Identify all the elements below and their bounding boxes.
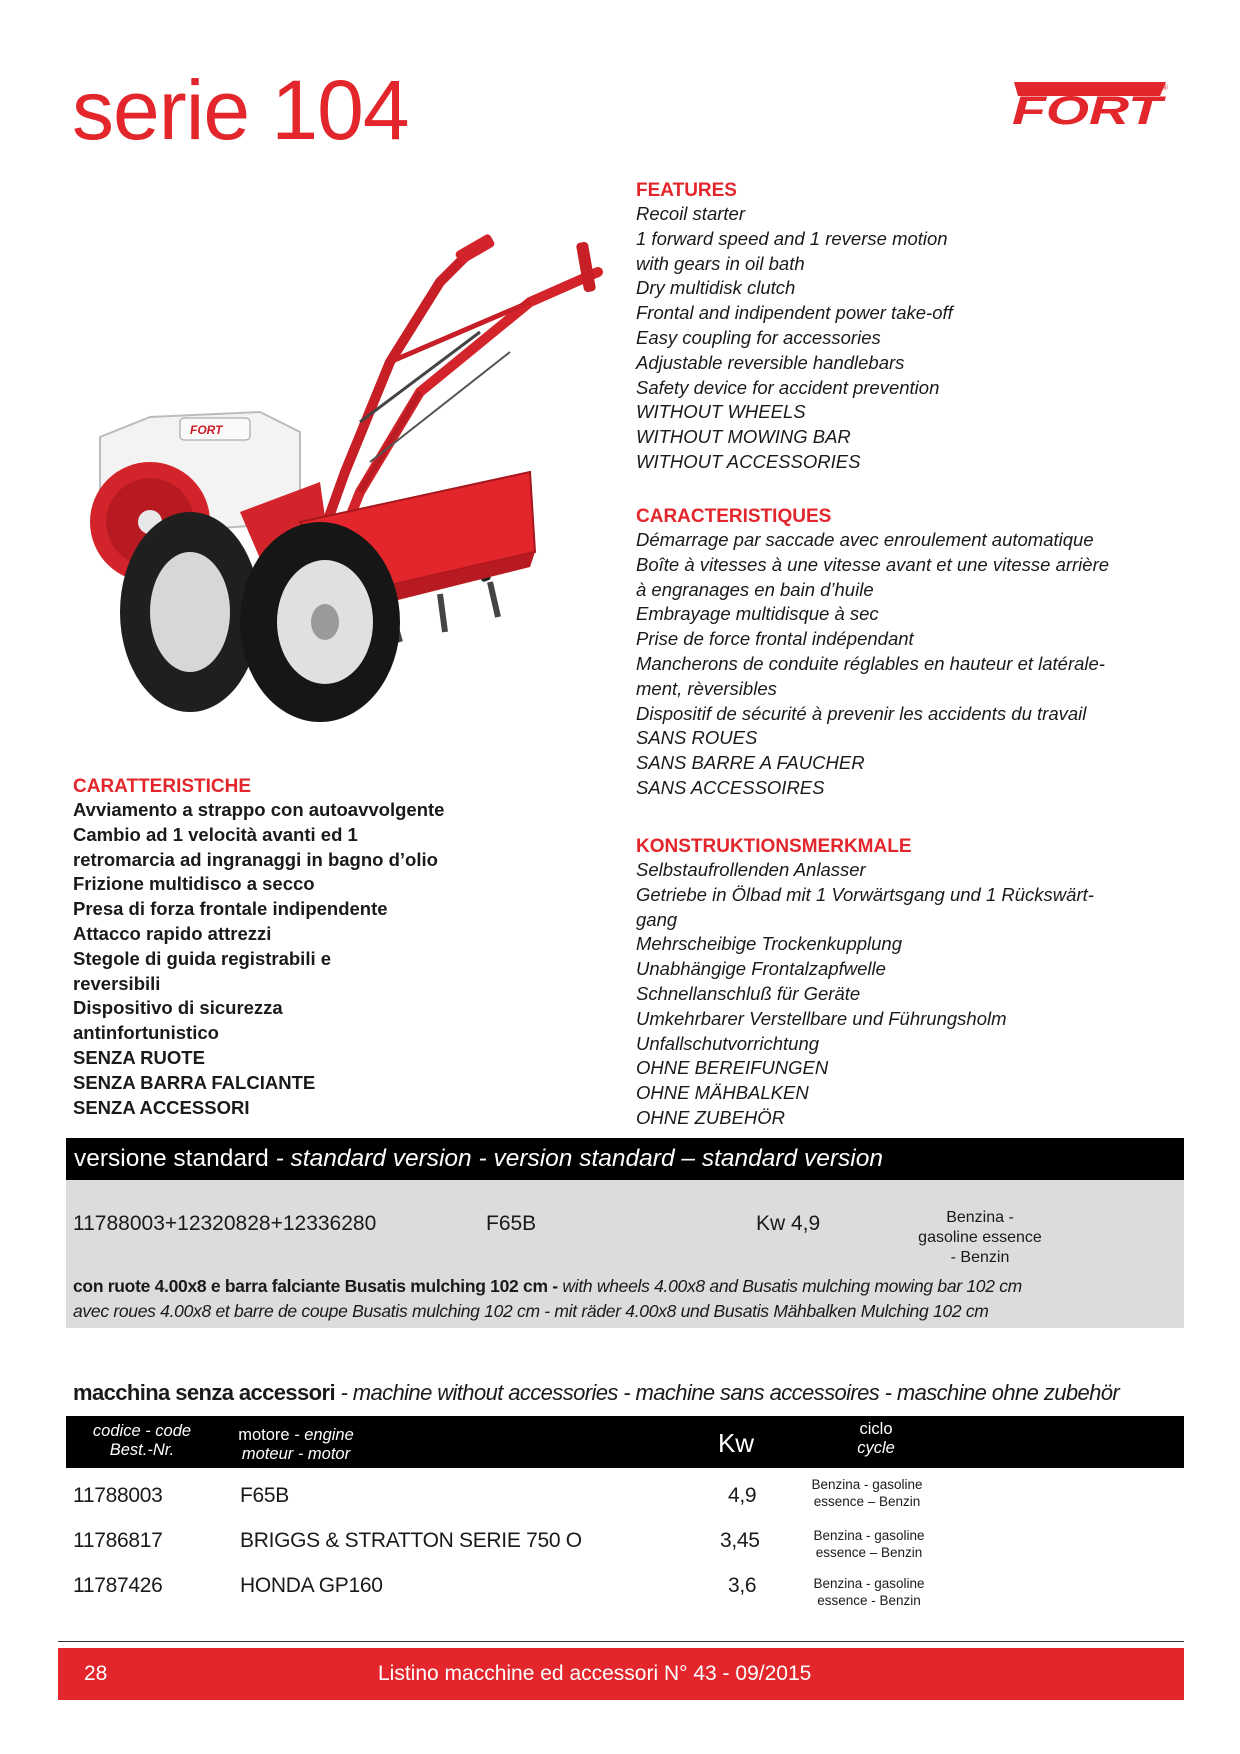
svg-text:®: ® <box>1162 83 1168 92</box>
table-row-fuel-line: essence – Benzin <box>815 1545 923 1560</box>
list-item: SANS BARRE A FAUCHER <box>636 752 865 774</box>
list-item: Mehrscheibige Trockenkupplung <box>636 933 903 955</box>
col-cycle-label: ciclo <box>859 1420 893 1438</box>
list-item: Mancherons de conduite réglables en hauteur et latérale- <box>636 652 1105 674</box>
col-engine-label: moteur - motor <box>241 1445 351 1463</box>
list-item: Démarrage par saccade avec enroulement automatique <box>636 529 1094 550</box>
list-item: Embrayage multidisque à sec <box>636 603 879 625</box>
standard-version-label: versione standard <box>74 1145 276 1172</box>
list-item: Dry multidisk clutch <box>636 277 796 299</box>
caratteristiche-heading: CARATTERISTICHE <box>73 776 252 797</box>
standard-note-italic: with wheels 4.00x8 and Busatis mulching mowing bar 102 cm <box>562 1276 1022 1296</box>
list-item: SENZA RUOTE <box>73 1046 205 1068</box>
list-item: Getriebe in Ölbad mit 1 Vorwärtsgang und 1 Rückswärt- <box>636 883 1094 905</box>
table-row-engine: F65B <box>240 1484 289 1507</box>
fort-logo <box>1004 78 1170 130</box>
table-row-fuel-line: Benzina - gasoline <box>813 1576 925 1591</box>
table-row-fuel-line: Benzina - gasoline <box>813 1528 925 1543</box>
standard-note <box>73 1274 1022 1324</box>
machine-heading-bold: macchina senza accessori <box>73 1380 335 1405</box>
svg-text:FORT: FORT <box>1012 89 1167 130</box>
list-item: WITHOUT MOWING BAR <box>636 426 851 448</box>
table-row-kw: 3,6 <box>728 1574 757 1597</box>
list-item: Unfallschutvorrichtung <box>636 1032 820 1054</box>
list-item: Attacco rapido attrezzi <box>73 922 272 944</box>
col-engine-label: - engine <box>289 1426 354 1444</box>
table-row-fuel-line: Benzina - gasoline <box>811 1477 923 1492</box>
standard-engine: F65B <box>486 1212 537 1235</box>
table-row-code: 11786817 <box>73 1529 163 1552</box>
table-row-kw: 4,9 <box>728 1484 757 1507</box>
list-item: antinfortunistico <box>73 1022 219 1044</box>
caracteristiques-heading: CARACTERISTIQUES <box>636 506 832 527</box>
features-section <box>636 180 1216 475</box>
list-item: ment, rèversibles <box>636 677 777 699</box>
table-row-engine: BRIGGS & STRATTON SERIE 750 O <box>240 1529 582 1552</box>
list-item: Selbstaufrollenden Anlasser <box>636 859 866 880</box>
list-item: Cambio ad 1 velocità avanti ed 1 <box>73 823 358 845</box>
list-item: Presa di forza frontale indipendente <box>73 898 388 920</box>
caracteristiques-list <box>636 528 1216 801</box>
footer-bar <box>58 1648 1184 1700</box>
col-code-label: codice - code <box>92 1422 192 1440</box>
list-item: gang <box>636 908 678 930</box>
list-item: Dispositivo di sicurezza <box>73 997 283 1019</box>
table-row-fuel-line: essence - Benzin <box>817 1593 921 1608</box>
list-item: Prise de force frontal indépendant <box>636 628 914 650</box>
list-item: Stegole di guida registrabili e <box>73 947 332 969</box>
table-row-code: 11787426 <box>73 1574 163 1597</box>
list-item: Umkehrbarer Verstellbare und Führungsholm <box>636 1007 1007 1029</box>
machine-heading-italic: - machine without accessories - machine sans accessoires - maschine ohne zubehör <box>335 1380 1120 1405</box>
page-number: 28 <box>84 1662 108 1685</box>
page-title: serie 104 <box>72 63 409 157</box>
list-item: OHNE BEREIFUNGEN <box>636 1057 829 1079</box>
list-item: Easy coupling for accessories <box>636 326 881 348</box>
table-row-engine: HONDA GP160 <box>240 1574 383 1597</box>
list-item: Avviamento a strappo con autoavvolgente <box>73 799 445 820</box>
table-row-fuel <box>794 1575 944 1609</box>
list-item: SANS ROUES <box>636 727 758 749</box>
list-item: WITHOUT WHEELS <box>636 401 806 423</box>
col-code-label: Best.-Nr. <box>109 1441 175 1459</box>
list-item: reversibili <box>73 972 161 994</box>
list-item: Safety device for accident prevention <box>636 376 940 398</box>
list-item: SANS ACCESSOIRES <box>636 776 825 798</box>
list-item: SENZA BARRA FALCIANTE <box>73 1071 316 1093</box>
col-code-header <box>82 1422 202 1460</box>
table-row-kw: 3,45 <box>720 1529 760 1552</box>
standard-note-italic: avec roues 4.00x8 et barre de coupe Busatis mulching 102 cm - mit räder 4.00x8 und Busatis Mähbalken Mulching 102 cm <box>73 1301 989 1321</box>
list-item: retromarcia ad ingranaggi in bagno d’olio <box>73 848 438 870</box>
konstruktionsmerkmale-heading: KONSTRUKTIONSMERKMALE <box>636 836 912 857</box>
list-item: Dispositif de sécurité à prevenir les accidents du travail <box>636 702 1087 724</box>
list-item: Recoil starter <box>636 203 745 224</box>
list-item: OHNE MÄHBALKEN <box>636 1082 809 1104</box>
list-item: 1 forward speed and 1 reverse motion <box>636 227 948 249</box>
standard-fuel-line: Benzina - <box>946 1209 1014 1226</box>
table-row-fuel <box>792 1476 942 1510</box>
standard-kw: Kw 4,9 <box>756 1212 821 1235</box>
svg-text:FORT: FORT <box>190 423 223 437</box>
standard-version-bar <box>66 1138 1184 1180</box>
list-item: Frizione multidisco a secco <box>73 873 315 895</box>
konstruktionsmerkmale-list <box>636 858 1216 1131</box>
list-item: WITHOUT ACCESSORIES <box>636 450 861 472</box>
table-row-fuel-line: essence – Benzin <box>813 1494 921 1509</box>
caracteristiques-section <box>636 506 1216 801</box>
konstruktionsmerkmale-section <box>636 836 1216 1131</box>
standard-code: 11788003+12320828+12336280 <box>73 1212 377 1235</box>
tiller-photo <box>60 222 620 727</box>
standard-fuel-line: - Benzin <box>950 1249 1010 1266</box>
col-engine-label: motore <box>238 1426 290 1444</box>
list-item: à engranages en bain d’huile <box>636 578 874 600</box>
list-item: Unabhängige Frontalzapfwelle <box>636 958 886 980</box>
table-header <box>66 1416 1184 1468</box>
table-row-fuel <box>794 1527 944 1561</box>
machine-heading <box>73 1380 1119 1406</box>
caratteristiche-section <box>73 776 593 1120</box>
footer-title: Listino macchine ed accessori N° 43 - 09/2015 <box>378 1662 812 1685</box>
features-heading: FEATURES <box>636 180 737 201</box>
footer-divider <box>58 1641 1184 1642</box>
col-kw-header: Kw <box>717 1428 755 1458</box>
standard-fuel-line: gasoline essence <box>918 1229 1042 1246</box>
col-cycle-header <box>836 1420 916 1458</box>
list-item: Schnellanschluß für Geräte <box>636 982 861 1004</box>
list-item: Adjustable reversible handlebars <box>636 351 905 373</box>
list-item: OHNE ZUBEHÖR <box>636 1106 786 1128</box>
caratteristiche-list <box>73 798 593 1120</box>
features-list <box>636 202 1216 475</box>
standard-version-translations: - standard version - version standard – standard version <box>275 1145 883 1172</box>
list-item: SENZA ACCESSORI <box>73 1096 250 1118</box>
standard-fuel <box>900 1208 1060 1268</box>
col-engine-header <box>216 1426 376 1464</box>
table-row-code: 11788003 <box>73 1484 163 1507</box>
standard-note-bold: con ruote 4.00x8 e barra falciante Busatis mulching 102 cm - <box>73 1276 563 1296</box>
list-item: with gears in oil bath <box>636 252 805 274</box>
col-cycle-label: cycle <box>857 1439 895 1457</box>
list-item: Boîte à vitesses à une vitesse avant et une vitesse arrière <box>636 553 1110 575</box>
list-item: Frontal and indipendent power take-off <box>636 302 953 324</box>
